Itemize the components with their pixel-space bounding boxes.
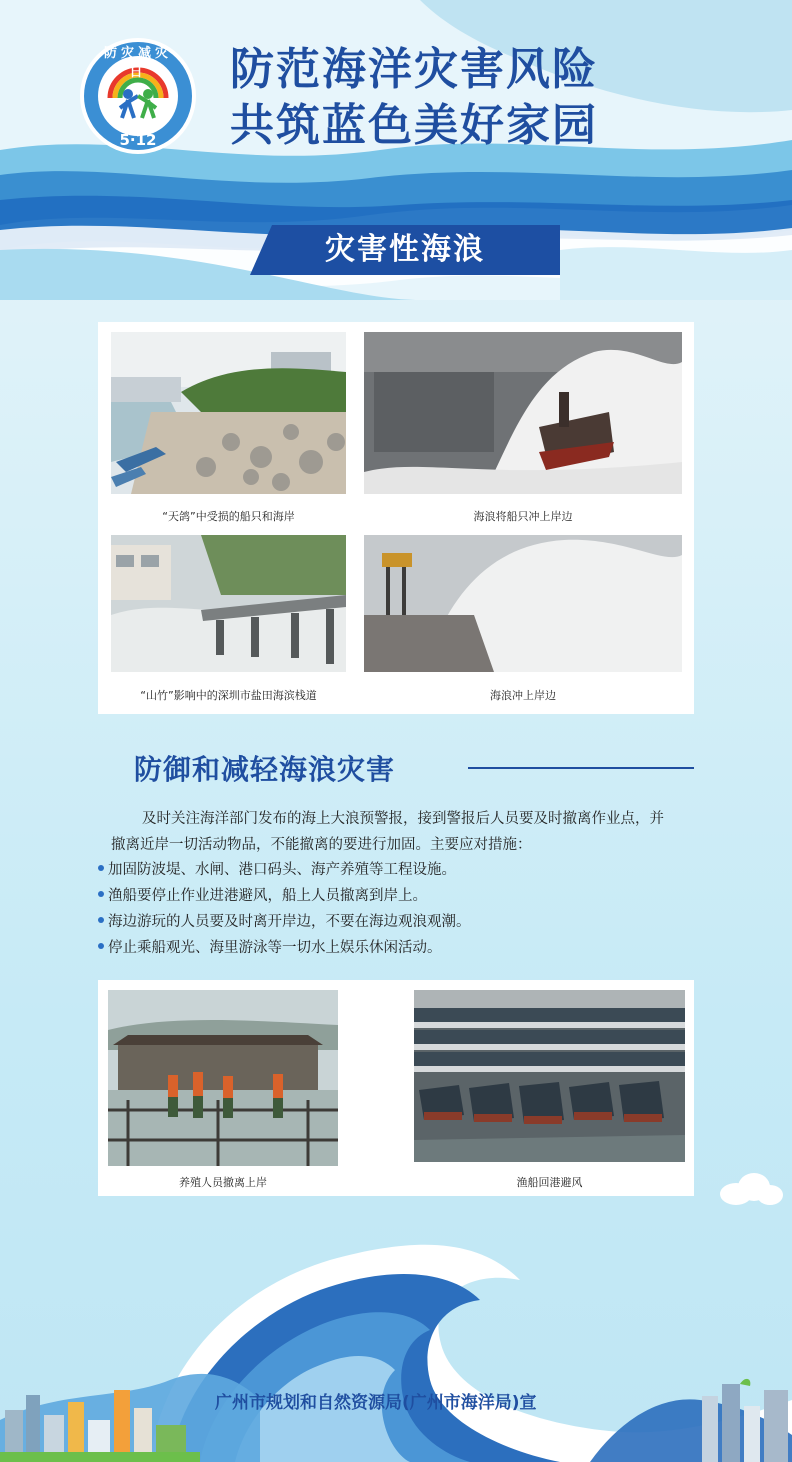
caption-photo-2: 海浪将船只冲上岸边 xyxy=(473,510,573,523)
measure-text: 加固防波堤、水闸、港口码头、海产养殖等工程设施。 xyxy=(108,862,456,878)
footer-credit: 广州市规划和自然资源局(广州市海洋局)宣 xyxy=(215,1393,537,1413)
caption-photo-5: 养殖人员撤离上岸 xyxy=(179,1176,267,1189)
photo-ship-waves xyxy=(364,332,682,494)
measure-text: 海边游玩的人员要及时离开岸边，不要在海边观浪观潮。 xyxy=(108,914,471,930)
photo-yantian-boardwalk xyxy=(111,535,346,672)
disaster-prevention-day-logo xyxy=(78,36,198,156)
city-skyline-icon xyxy=(700,1376,792,1462)
bullet-dot-icon xyxy=(98,891,104,897)
defense-intro-line2: 撤离近岸一切活动物品，不能撤离的要进行加固。主要应对措施： xyxy=(111,837,532,853)
caption-photo-1: “天鸽”中受损的船只和海岸 xyxy=(162,510,295,523)
photo-waves-hit-shore xyxy=(364,535,682,672)
photo-aquaculture-evacuation xyxy=(108,990,338,1166)
photo-damaged-boats-coast xyxy=(111,332,346,494)
cloud-icon xyxy=(716,1172,784,1206)
measure-item xyxy=(98,858,456,882)
caption-photo-6: 渔船回港避风 xyxy=(516,1176,583,1189)
page-title-line1: 防范海洋灾害风险 xyxy=(230,44,598,95)
logo-arc-text: 防灾减灾日 xyxy=(103,46,172,80)
logo-date: 5·12 xyxy=(119,131,157,149)
defense-intro-line1: 及时关注海洋部门发布的海上大浪预警报，接到警报后人员要及时撤离作业点，并 xyxy=(142,811,664,827)
measure-item xyxy=(98,884,427,908)
bullet-dot-icon xyxy=(98,917,104,923)
city-skyline-icon xyxy=(0,1380,200,1462)
caption-photo-4: 海浪冲上岸边 xyxy=(490,689,556,702)
measure-text: 停止乘船观光、海里游泳等一切水上娱乐休闲活动。 xyxy=(108,940,442,956)
heading-divider-line xyxy=(468,767,694,769)
bullet-dot-icon xyxy=(98,865,104,871)
photo-fishing-boats-harbor xyxy=(414,990,685,1162)
page-title-line2: 共筑蓝色美好家园 xyxy=(230,100,598,151)
defense-heading: 防御和减轻海浪灾害 xyxy=(134,753,396,786)
bullet-dot-icon xyxy=(98,943,104,949)
measure-text: 渔船要停止作业进港避风，船上人员撤离到岸上。 xyxy=(108,888,427,904)
caption-photo-3: “山竹”影响中的深圳市盐田海滨栈道 xyxy=(140,689,317,702)
measure-item xyxy=(98,936,442,960)
measure-item xyxy=(98,910,471,934)
section-banner-label: 灾害性海浪 xyxy=(325,232,485,267)
